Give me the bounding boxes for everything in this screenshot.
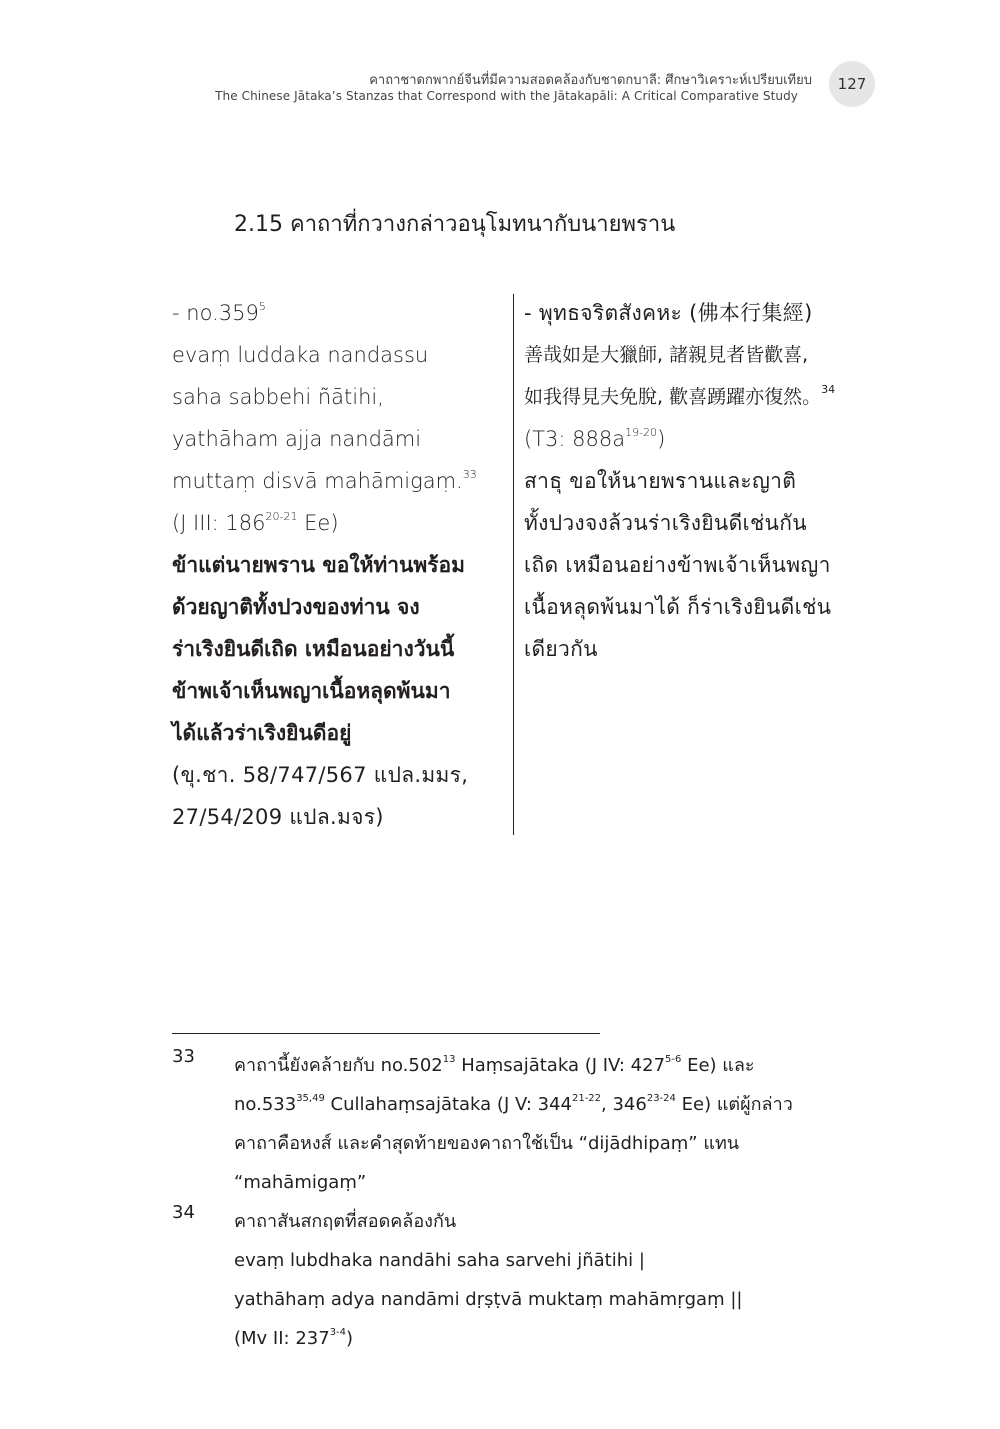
thai-translation-line-3: ร่าเริงยินดีเถิด เหมือนอย่างวันนี้ bbox=[172, 637, 455, 661]
thai-translation-line-1: ข้าแต่นายพราน ขอให้ท่านพร้อม bbox=[172, 553, 465, 577]
footnote-33-line-4: “mahāmigaṃ” bbox=[234, 1172, 367, 1193]
thai-translation-line-4: ข้าพเจ้าเห็นพญาเนื้อหลุดพ้นมา bbox=[172, 679, 451, 703]
right-thai-line-2: ทั้งปวงจงล้วนร่าเริงยินดีเช่นกัน bbox=[524, 511, 807, 535]
footnote-33 bbox=[234, 1046, 793, 1202]
right-column-chinese bbox=[524, 292, 864, 670]
footnote-33-number: 33 bbox=[172, 1046, 195, 1067]
thai-reference-line-2: 27/54/209 แปล.มจร) bbox=[172, 805, 384, 829]
right-thai-line-1: สาธุ ขอให้นายพรานและญาติ bbox=[524, 469, 797, 493]
pali-line-3: yathāham ajja nandāmi bbox=[172, 427, 422, 451]
chinese-line-2: 如我得見夫免脫, 歡喜踴躍亦復然。$^{34}$ bbox=[524, 383, 836, 408]
right-thai-line-4: เนื้อหลุดพ้นมาได้ ก็ร่าเริงยินดีเช่น bbox=[524, 595, 832, 619]
page-number: 127 bbox=[837, 75, 867, 93]
footnote-ref-5: 5 bbox=[258, 300, 266, 313]
page-number-badge bbox=[829, 61, 875, 107]
pali-line-2: saha sabbehi ñātihi, bbox=[172, 385, 384, 409]
thai-translation-line-2: ด้วยญาติทั้งปวงของท่าน จง bbox=[172, 595, 420, 619]
pali-citation: (J III: 186$^{20-21}$ Ee) bbox=[172, 510, 339, 535]
footnote-ref-34: 34 bbox=[821, 383, 836, 396]
footnote-34-line-1: คาถาสันสกฤตที่สอดคล้องกัน bbox=[234, 1211, 457, 1232]
footnote-ref-33: 33 bbox=[462, 468, 477, 481]
footnote-separator bbox=[172, 1033, 600, 1034]
pali-line-1: evaṃ luddaka nandassu bbox=[172, 343, 429, 367]
right-thai-line-5: เดียวกัน bbox=[524, 637, 598, 661]
thai-translation-line-5: ได้แล้วร่าเริงยินดีอยู่ bbox=[172, 721, 352, 745]
footnote-34 bbox=[234, 1202, 742, 1358]
running-header-english: The Chinese Jātaka’s Stanzas that Correspond with the Jātakapāli: A Critical Comparative Study bbox=[215, 89, 798, 103]
footnote-33-line-2: no.533$^{35,49}$ Cullahaṃsajātaka (J V: 344$^{21-22}$, 346$^{23-24}$ Ee) แต่ผู้กล่าว bbox=[234, 1093, 793, 1115]
chinese-line-1: 善哉如是大獵師, 諸親見者皆歡喜, bbox=[524, 344, 809, 366]
thai-reference-line-1: (ขุ.ชา. 58/747/567 แปล.มมร, bbox=[172, 763, 469, 787]
pali-line-4: muttaṃ disvā mahāmigaṃ.$^{33}$ bbox=[172, 468, 477, 493]
left-ref: - no.359$^5$ bbox=[172, 300, 266, 325]
section-heading: 2.15 คาถาที่กวางกล่าวอนุโมทนากับนายพราน bbox=[234, 212, 676, 237]
right-thai-line-3: เถิด เหมือนอย่างข้าพเจ้าเห็นพญา bbox=[524, 553, 831, 577]
footnote-34-number: 34 bbox=[172, 1202, 195, 1223]
footnote-33-line-3: คาถาคือหงส์ และคำสุดท้ายของคาถาใช้เป็น “dijādhipaṃ” แทน bbox=[234, 1133, 740, 1154]
right-ref: - พุทธจริตสังคหะ (佛本行集經) bbox=[524, 301, 813, 325]
footnote-34-line-2: evaṃ lubdhaka nandāhi saha sarvehi jñātihi | bbox=[234, 1250, 645, 1271]
column-divider bbox=[513, 294, 514, 835]
left-column-pali bbox=[172, 292, 498, 838]
running-header-thai: คาถาชาดกพากย์จีนที่มีความสอดคล้องกับชาดกบาลี: ศึกษาวิเคราะห์เปรียบเทียบ bbox=[369, 73, 812, 88]
footnote-34-line-4: (Mv II: 237$^{3-4}$) bbox=[234, 1327, 354, 1349]
chinese-citation: (T3: $888a^{19-20}$) bbox=[524, 426, 666, 451]
footnote-33-line-1: คาถานี้ยังคล้ายกับ no.502$^{13}$ Haṃsajātaka (J IV: 427$^{5-6}$ Ee) และ bbox=[234, 1054, 755, 1076]
footnote-34-line-3: yathāhaṃ adya nandāmi dṛṣṭvā muktaṃ mahāmṛgaṃ || bbox=[234, 1289, 743, 1310]
